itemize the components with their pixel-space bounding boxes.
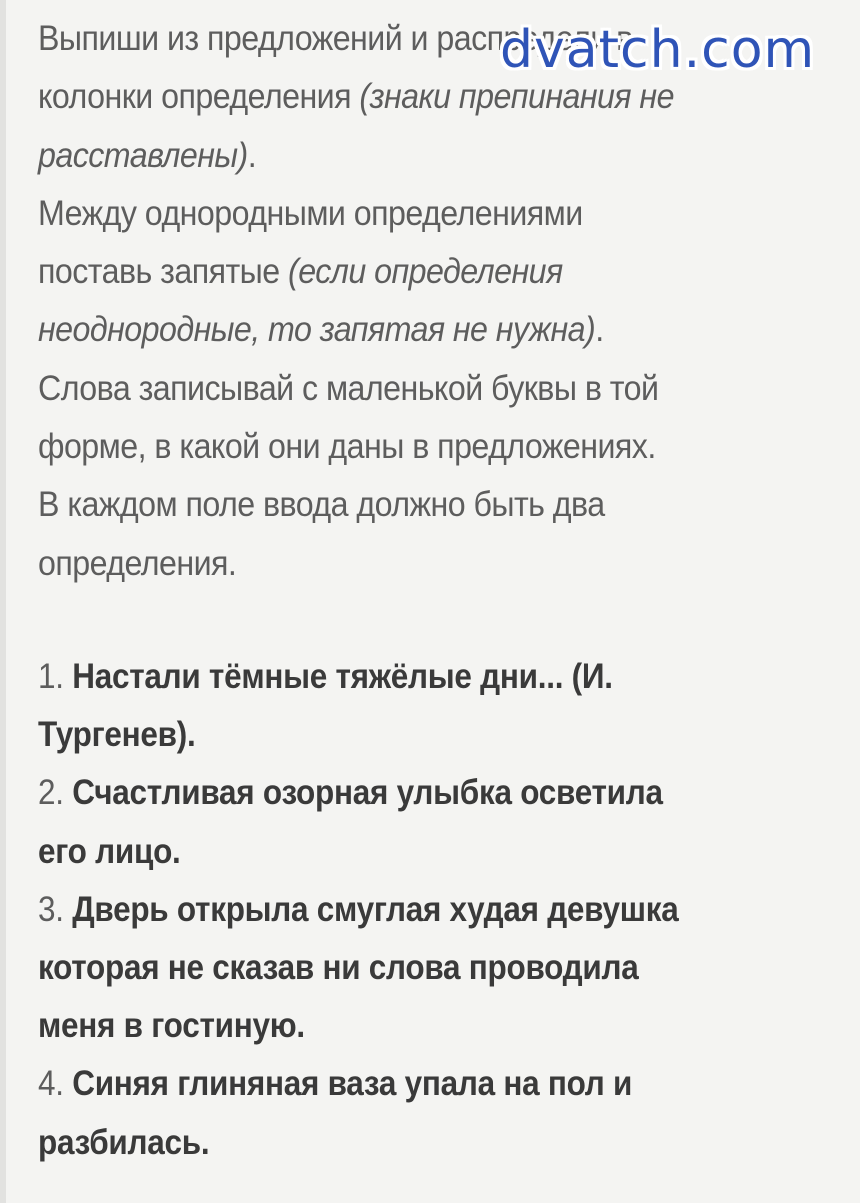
list-item xyxy=(38,881,821,1056)
instruction-line: поставь запятые (если определения xyxy=(38,252,563,292)
instruction-line: Слова записывай с маленькой буквы в той xyxy=(38,368,659,408)
sentence-text: его лицо. xyxy=(38,831,181,871)
list-item xyxy=(38,1055,821,1171)
instruction-line: определения. xyxy=(38,543,237,583)
task-instructions xyxy=(38,0,838,593)
sentence-text: разбилась. xyxy=(38,1122,210,1162)
instruction-line: В каждом поле ввода должно быть два xyxy=(38,485,605,525)
instruction-line: колонки определения (знаки препинания не xyxy=(38,77,674,117)
instruction-line: Между однородными определениями xyxy=(38,193,583,233)
list-item xyxy=(38,648,821,764)
sentence-text: которая не сказав ни слова проводила xyxy=(38,948,639,988)
item-number: 2. xyxy=(38,773,73,813)
instruction-line: расставлены). xyxy=(38,135,257,175)
instruction-line: форме, в какой они даны в предложениях. xyxy=(38,427,656,467)
sentence-text: Дверь открыла смуглая худая девушка xyxy=(72,889,679,929)
item-number: 3. xyxy=(38,889,73,929)
sentence-text: меня в гостиную. xyxy=(38,1006,305,1046)
instruction-line: неоднородные, то запятая не нужна). xyxy=(38,310,604,350)
sentence-text: Настали тёмные тяжёлые дни... (И. xyxy=(72,657,613,696)
sentence-text: Синяя глиняная ваза упала на пол и xyxy=(72,1064,633,1104)
sentence-text: Тургенев). xyxy=(38,715,196,755)
item-number: 1. xyxy=(38,657,73,696)
sentence-text: Счастливая озорная улыбка осветила xyxy=(72,773,663,813)
list-item xyxy=(38,764,821,880)
sentence-list xyxy=(38,648,821,1172)
instruction-line: Выпиши из предложений и распредели в xyxy=(38,19,633,58)
watermark-logo: dvatch.com xyxy=(500,20,816,80)
item-number: 4. xyxy=(38,1064,73,1104)
